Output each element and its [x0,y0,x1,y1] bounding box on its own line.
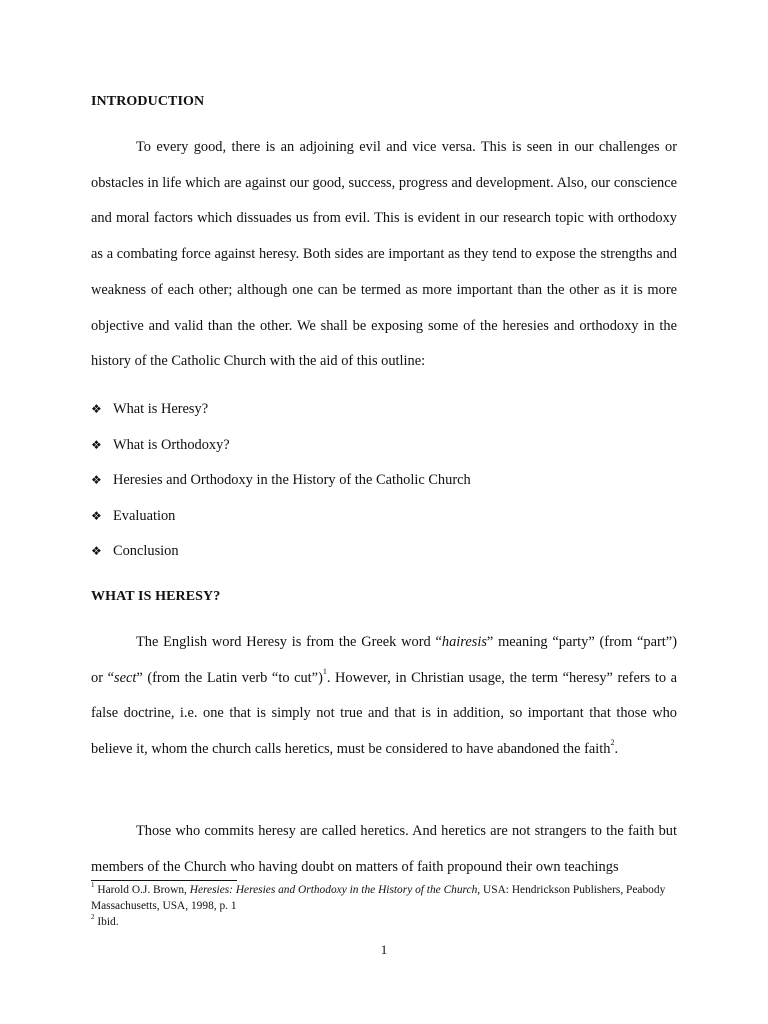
intro-paragraph [91,130,677,380]
heresy-text: . However, in Christian usage, the term “heresy” refers to a false doctrine, i.e. one that is simply not true and that is in addition, so important that those who believe it, whom the church calls heretics, must be considered to have abandoned the faith [91,669,677,758]
footnotes [91,882,681,930]
footnote-text: Ibid. [97,916,119,928]
outline-item-label: What is Heresy? [113,401,209,417]
bullet-diamond-icon: ❖ [91,437,102,452]
outline-list [91,397,471,575]
heresy-paragraph [91,625,677,768]
footnote-2 [91,914,681,930]
term-hairesis: hairesis [441,634,487,650]
footnote-publisher: USA: Hendrickson Publishers, Peabody Massachusetts, USA, 1998, p. 1 [91,884,666,912]
outline-item-label: What is Orthodoxy? [113,436,230,453]
footnote-divider [91,880,237,881]
outline-item [91,504,471,540]
bullet-diamond-icon: ❖ [91,508,102,523]
heresy-text: The English word Heresy is from the Greek word “ [136,634,442,650]
heading-introduction: INTRODUCTION [91,94,205,109]
bullet-diamond-icon: ❖ [91,402,102,416]
footnote-1 [91,882,681,914]
heretics-paragraph-text: Those who commits heresy are called heretics. And heretics are not strangers to the faith but members of the Church who having doubt on matters of faith propound their own teachings [91,823,677,875]
footnote-number: 1 [91,881,95,890]
heresy-text: ” (from the Latin verb “to cut”) [136,669,323,686]
outline-item [91,433,471,469]
bullet-diamond-icon: ❖ [91,473,102,488]
outline-item-label: Conclusion [113,543,179,560]
footnote-title: Heresies: Heresies and Orthodoxy in the History of the Church, [189,884,481,896]
heading-what-is-heresy: WHAT IS HERESY? [91,589,221,604]
heresy-text: ” meaning “party” (from “part”) or “ [91,634,677,686]
footnote-ref-1: 1 [322,666,327,676]
outline-item-label: Evaluation [113,507,176,524]
intro-paragraph-text: To every good, there is an adjoining evil and vice versa. This is seen in our challenges or obstacles in life which are against our good, success, progress and development. Also, our conscience and moral factors which dissuades us from evil. This is evident in our research topic with orthodoxy as a combating force against heresy. Both sides are important as they tend to expose the strengths and weakness of each other; although one can be termed as more important than the other as it is more objective and valid than the other. We shall be exposing some of the heresies and orthodoxy in the history of the Catholic Church with the aid of this outline: [91,139,677,370]
outline-item-label: Heresies and Orthodoxy in the History of the Catholic Church [113,472,471,489]
outline-item [91,468,471,504]
footnote-author: Harold O.J. Brown, [97,884,190,896]
outline-item [91,397,471,433]
footnote-number: 2 [91,913,95,922]
heretics-paragraph [91,814,677,885]
page-number: 1 [380,942,388,957]
term-sect: sect [113,669,137,686]
bullet-diamond-icon: ❖ [91,544,102,559]
footnote-ref-2: 2 [610,738,615,748]
outline-item [91,539,471,575]
heresy-text: . [614,741,619,758]
